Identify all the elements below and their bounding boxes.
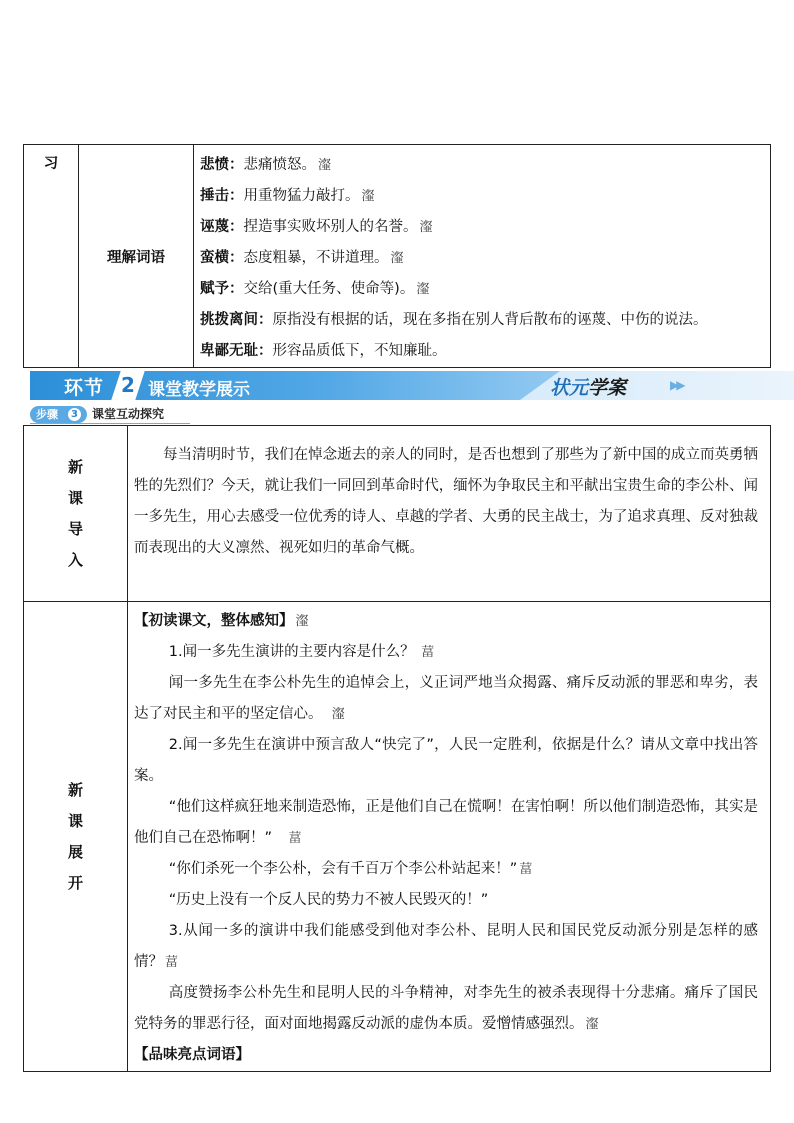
intro-label	[24, 452, 127, 576]
develop-label-cell	[24, 602, 128, 1072]
answer-text: “历史上没有一个反人民的势力不被人民毁灭的！”	[168, 892, 489, 908]
vocab-definitions-cell	[194, 145, 771, 368]
section-banner	[30, 371, 772, 400]
brand-part-a: 状元	[550, 377, 589, 399]
label-char: 开	[67, 873, 83, 892]
step-label: 步骤	[36, 408, 58, 421]
vocab-item	[200, 305, 770, 336]
heading-text: 【初读课文，整体感知】	[134, 613, 294, 629]
vocab-category-label: 理解词语	[107, 249, 165, 266]
section-heading	[134, 606, 758, 637]
intro-label-cell	[24, 426, 128, 602]
answer-mark: 瀣	[585, 1017, 599, 1032]
develop-label	[24, 775, 127, 899]
banner-huanjie: 环节	[64, 377, 105, 399]
vocab-item	[200, 181, 770, 212]
vocab-mark: 瀣	[318, 158, 332, 173]
question-text: 3.从闻一多的演讲中我们能感受到他对李公朴、昆明人民和国民党反动派分别是怎样的感情？	[134, 923, 758, 970]
vocab-mark: 瀣	[361, 189, 375, 204]
vocab-mark: 瀣	[416, 282, 430, 297]
answer-text: 闻一多先生在李公朴先生的追悼会上，义正词严地当众揭露、痛斥反动派的罪恶和卑劣，表达了对民主和平的坚定信心。	[134, 675, 758, 722]
label-char: 课	[67, 811, 83, 830]
vocab-side-cell	[24, 145, 79, 368]
step-underline	[30, 423, 190, 424]
vocab-definition: 形容品质低下，不知廉耻。	[272, 343, 447, 359]
double-arrow-icon: ▶▶	[670, 378, 683, 392]
step-number: 3	[68, 408, 81, 421]
vocab-term: 赋予：	[200, 281, 244, 297]
answer-text: “他们这样疯狂地来制造恐怖，正是他们自己在慌啊！在害怕啊！所以他们制造恐怖，其实是他们自己在恐怖啊！”	[134, 799, 758, 846]
label-char: 新	[67, 457, 83, 476]
brand-logo	[550, 373, 626, 400]
vocab-item	[200, 150, 770, 181]
vocab-definition: 交给(重大任务、使命等)。	[243, 281, 415, 297]
vocabulary-table	[23, 144, 771, 368]
lesson-table	[23, 425, 771, 1072]
vocab-definition: 悲痛愤怒。	[243, 157, 316, 173]
intro-text: 每当清明时节，我们在悼念逝去的亲人的同时，是否也想到了那些为了新中国的成立而英勇牺牲的先烈们？今天，就让我们一同回到革命时代，缅怀为争取民主和平献出宝贵生命的李公朴、闻一多先生，用心去感受一位优秀的诗人、卓越的学者、大勇的民主战士，为了追求真理、反对独裁而表现出的大义凛然、视死如归的革命气概。	[134, 447, 758, 556]
answer-2b	[134, 854, 758, 885]
banner-title: 课堂教学展示	[148, 380, 250, 400]
question-2	[134, 730, 758, 792]
heading-text: 【品味亮点词语】	[134, 1047, 250, 1063]
label-char: 新	[67, 780, 83, 799]
banner-number-badge	[111, 371, 144, 400]
vocab-term: 捶击：	[200, 188, 244, 204]
answer-mark: 瀣	[331, 707, 345, 722]
question-1	[134, 637, 758, 668]
vocab-definition: 原指没有根据的话，现在多指在别人背后散布的诬蔑、中伤的说法。	[272, 312, 708, 328]
vocab-category-cell	[79, 145, 194, 368]
question-3	[134, 916, 758, 978]
section-heading	[134, 1040, 758, 1071]
vocab-mark: 瀣	[390, 251, 404, 266]
vocab-mark: 瀣	[419, 220, 433, 235]
label-char: 课	[67, 488, 83, 507]
question-mark: 葍	[165, 955, 179, 970]
vocab-definition: 态度粗暴，不讲道理。	[243, 250, 389, 266]
label-char: 展	[67, 842, 83, 861]
answer-mark: 葍	[519, 862, 533, 877]
brand-part-b: 学案	[588, 377, 627, 399]
vocab-item	[200, 274, 770, 305]
label-char: 入	[67, 550, 83, 569]
vocab-side-label: 习	[43, 156, 59, 172]
vocab-definition: 捏造事实败坏别人的名誉。	[243, 219, 418, 235]
vocab-item	[200, 336, 770, 367]
question-text: 2.闻一多先生在演讲中预言敌人“快完了”，人民一定胜利，依据是什么？请从文章中找出答案。	[134, 737, 758, 784]
question-mark: 葍	[421, 645, 435, 660]
answer-3	[134, 978, 758, 1040]
label-char: 导	[67, 519, 83, 538]
banner-number: 2	[121, 373, 135, 397]
answer-text: 高度赞扬李公朴先生和昆明人民的斗争精神，对李先生的被杀表现得十分悲痛。痛斥了国民党特务的罪恶行径，面对面地揭露反动派的虚伪本质。爱憎情感强烈。	[134, 985, 758, 1032]
vocab-term: 卑鄙无耻：	[200, 343, 273, 359]
step-title: 课堂互动探究	[92, 407, 165, 421]
develop-content-cell	[128, 602, 771, 1072]
vocab-term: 挑拨离间：	[200, 312, 273, 328]
vocab-item	[200, 243, 770, 274]
answer-2c	[134, 885, 758, 916]
vocab-term: 蛮横：	[200, 250, 244, 266]
heading-mark: 瀣	[295, 614, 309, 629]
answer-2a	[134, 792, 758, 854]
vocab-item	[200, 212, 770, 243]
answer-1	[134, 668, 758, 730]
vocab-term: 诬蔑：	[200, 219, 244, 235]
vocab-definition: 用重物猛力敲打。	[243, 188, 360, 204]
vocab-term: 悲愤：	[200, 157, 244, 173]
intro-content-cell	[128, 426, 771, 602]
answer-mark: 葍	[288, 831, 302, 846]
answer-text: “你们杀死一个李公朴，会有千百万个李公朴站起来！”	[168, 861, 518, 877]
question-text: 1.闻一多先生演讲的主要内容是什么？	[168, 644, 415, 660]
